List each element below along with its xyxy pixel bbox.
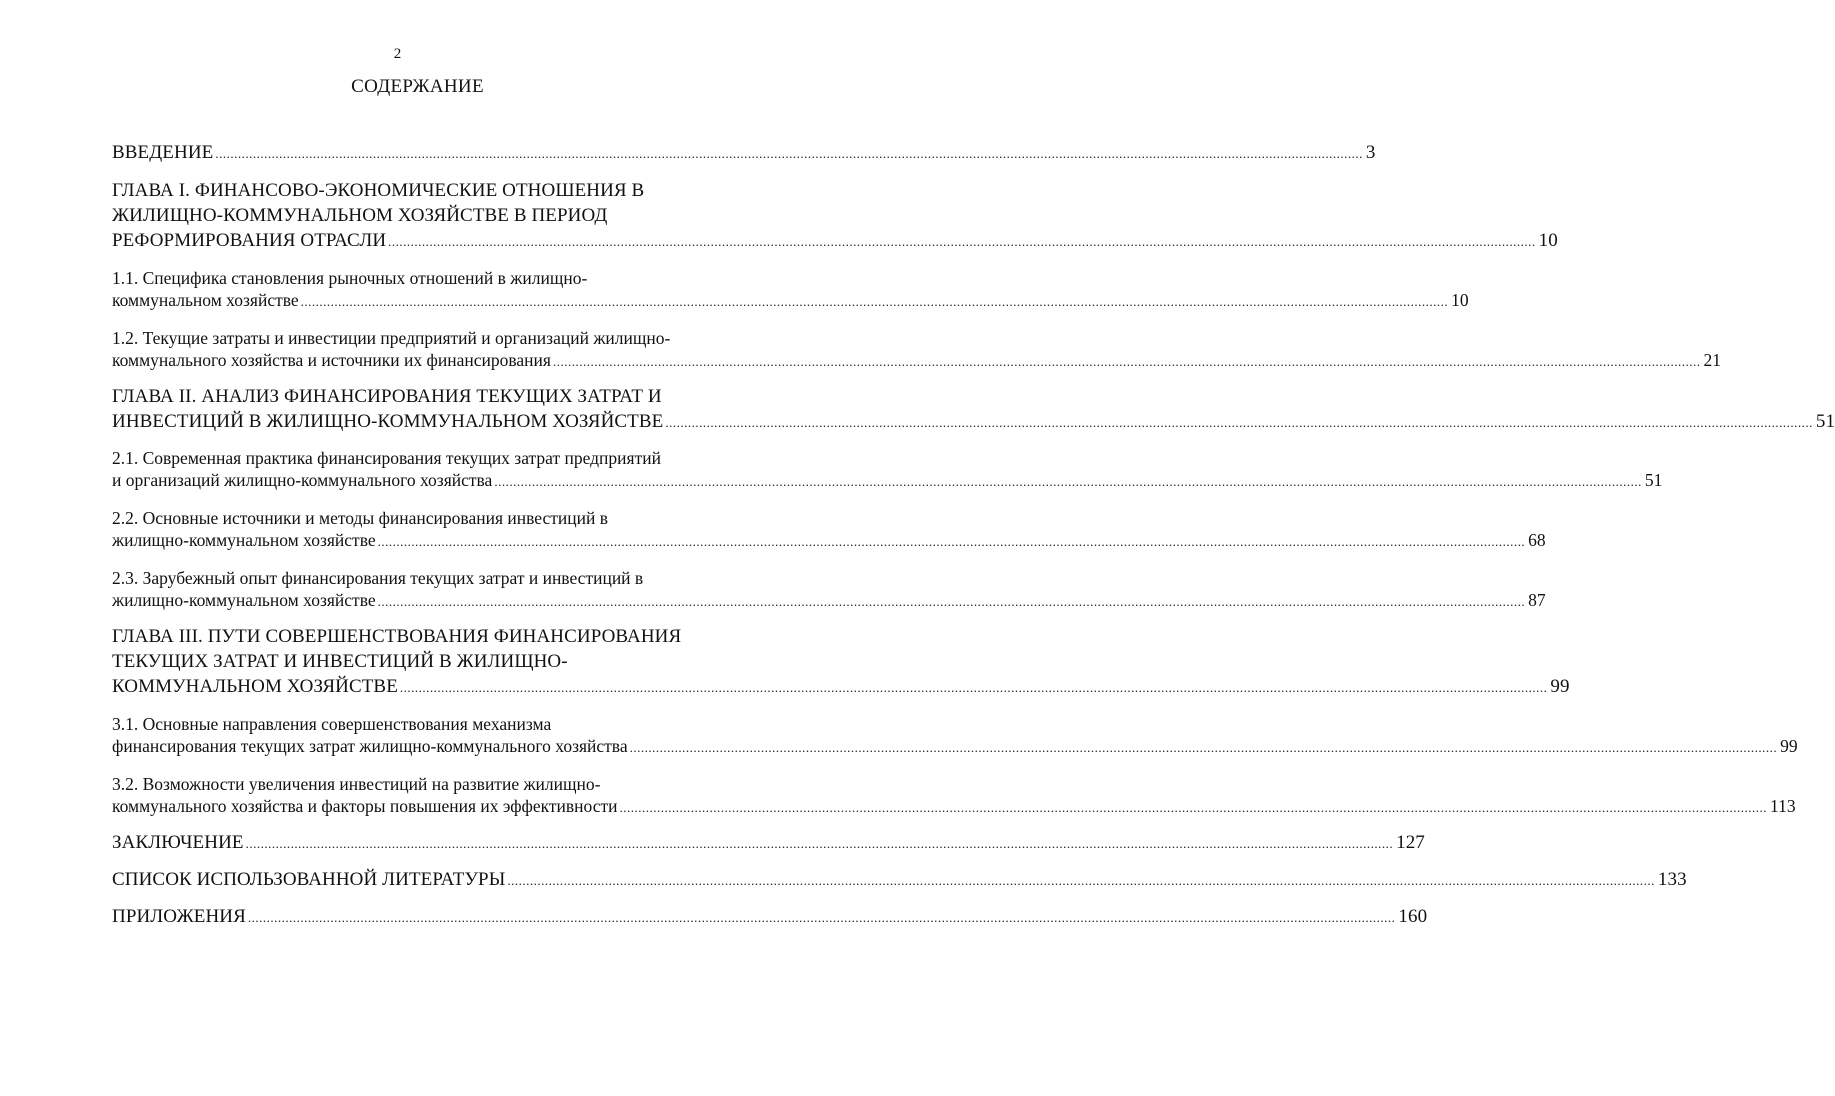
dot-leader: .................................................................................................................................................................................................................................................................................................................. [245, 836, 1394, 851]
entry-page-number: 87 [1528, 590, 1546, 610]
entry-title-end: коммунального хозяйства и источники их финансирования [112, 350, 551, 370]
entry-title-end: ИНВЕСТИЦИЙ В ЖИЛИЩНО-КОММУНАЛЬНОМ ХОЗЯЙСТВЕ [112, 411, 664, 432]
toc-entry-chapter-1[interactable] [112, 178, 1558, 254]
entry-title-end: коммунального хозяйства и факторы повышения их эффективности [112, 796, 618, 816]
entry-page-number: 21 [1703, 350, 1721, 370]
dot-leader: .................................................................................................................................................................................................................................................................................................................. [215, 146, 1363, 161]
toc-entry-chapter-3[interactable] [112, 624, 1570, 700]
entry-title-end: КОММУНАЛЬНОМ ХОЗЯЙСТВЕ [112, 676, 398, 697]
entry-title-start: 2.3. Зарубежный опыт финансирования текущих затрат и инвестиций в [112, 568, 644, 588]
entry-page-number: 10 [1538, 230, 1558, 251]
entry-title-end: финансирования текущих затрат жилищно-коммунального хозяйства [112, 736, 628, 756]
entry-title-end: и организаций жилищно-коммунального хозяйства [112, 470, 493, 490]
entry-page-number: 10 [1451, 290, 1469, 310]
toc-entry-section-3-1[interactable] [112, 713, 1798, 759]
entry-title-end: жилищно-коммунальном хозяйстве [112, 590, 376, 610]
entry-page-number: 51 [1644, 470, 1663, 490]
dot-leader: .................................................................................................................................................................................................................................................................................................................. [377, 534, 1526, 549]
entry-page-number: 99 [1550, 676, 1570, 697]
dot-leader: .................................................................................................................................................................................................................................................................................................................. [377, 594, 1526, 609]
toc-entry-section-3-2[interactable] [112, 773, 1796, 819]
entry-title: ВВЕДЕНИЕ [112, 142, 214, 163]
dot-leader: .................................................................................................................................................................................................................................................................................................................. [399, 680, 1548, 695]
dot-leader: .................................................................................................................................................................................................................................................................................................................. [619, 800, 1767, 815]
toc-entry-section-2-3[interactable] [112, 567, 1546, 613]
toc-entry-appendices[interactable] [112, 904, 1428, 930]
entry-title-start: 2.1. Современная практика финансирования текущих затрат предприятий [112, 448, 661, 468]
entry-page-number: 127 [1396, 832, 1425, 853]
dot-leader: .................................................................................................................................................................................................................................................................................................................. [507, 873, 1655, 888]
toc-title: СОДЕРЖАНИЕ [351, 76, 484, 97]
entry-title-end: РЕФОРМИРОВАНИЯ ОТРАСЛИ [112, 230, 387, 251]
dot-leader: .................................................................................................................................................................................................................................................................................................................. [494, 474, 1642, 489]
entry-title-end: коммунальном хозяйстве [112, 290, 299, 310]
dot-leader: .................................................................................................................................................................................................................................................................................................................. [300, 294, 1449, 309]
table-of-contents [112, 140, 1835, 930]
toc-entry-section-2-1[interactable] [112, 447, 1663, 493]
dot-leader: .................................................................................................................................................................................................................................................................................................................. [552, 354, 1701, 369]
entry-page-number: 133 [1657, 869, 1687, 890]
toc-entry-chapter-2[interactable] [112, 384, 1835, 435]
toc-entry-section-1-1[interactable] [112, 267, 1469, 313]
toc-entry-bibliography[interactable] [112, 867, 1687, 893]
entry-title-start: 3.2. Возможности увеличения инвестиций на развитие жилищно- [112, 774, 601, 794]
entry-title: СПИСОК ИСПОЛЬЗОВАННОЙ ЛИТЕРАТУРЫ [112, 869, 506, 890]
page-number: 2 [393, 46, 402, 62]
entry-page-number: 3 [1365, 142, 1376, 163]
entry-page-number: 51 [1815, 411, 1835, 432]
dot-leader: .................................................................................................................................................................................................................................................................................................................. [388, 234, 1536, 249]
dot-leader: .................................................................................................................................................................................................................................................................................................................. [665, 415, 1813, 430]
entry-title-start: 3.1. Основные направления совершенствования механизма [112, 714, 552, 734]
entry-title-start: 1.1. Специфика становления рыночных отношений в жилищно- [112, 268, 588, 288]
toc-entry-introduction[interactable] [112, 140, 1376, 166]
entry-title-start: ГЛАВА II. АНАЛИЗ ФИНАНСИРОВАНИЯ ТЕКУЩИХ ЗАТРАТ И [112, 386, 662, 407]
entry-title-start: 1.2. Текущие затраты и инвестиции предприятий и организаций жилищно- [112, 328, 671, 348]
dot-leader: .................................................................................................................................................................................................................................................................................................................. [247, 910, 1396, 925]
entry-title: ЗАКЛЮЧЕНИЕ [112, 832, 244, 853]
entry-title-start: 2.2. Основные источники и методы финансирования инвестиций в [112, 508, 608, 528]
entry-page-number: 160 [1398, 906, 1428, 927]
toc-entry-section-2-2[interactable] [112, 507, 1546, 553]
toc-entry-conclusion[interactable] [112, 830, 1425, 856]
entry-title-start: ГЛАВА I. ФИНАНСОВО-ЭКОНОМИЧЕСКИЕ ОТНОШЕНИЯ В ЖИЛИЩНО-КОММУНАЛЬНОМ ХОЗЯЙСТВЕ В ПЕРИОД [112, 180, 645, 226]
entry-title-end: жилищно-коммунальном хозяйстве [112, 530, 376, 550]
toc-entry-section-1-2[interactable] [112, 327, 1721, 373]
entry-page-number: 68 [1528, 530, 1546, 550]
entry-title-start: ГЛАВА III. ПУТИ СОВЕРШЕНСТВОВАНИЯ ФИНАНСИРОВАНИЯ ТЕКУЩИХ ЗАТРАТ И ИНВЕСТИЦИЙ В ЖИЛИЩНО- [112, 626, 682, 672]
dot-leader: .................................................................................................................................................................................................................................................................................................................. [629, 740, 1778, 755]
entry-page-number: 113 [1769, 796, 1796, 816]
entry-title: ПРИЛОЖЕНИЯ [112, 906, 246, 927]
entry-page-number: 99 [1780, 736, 1798, 756]
